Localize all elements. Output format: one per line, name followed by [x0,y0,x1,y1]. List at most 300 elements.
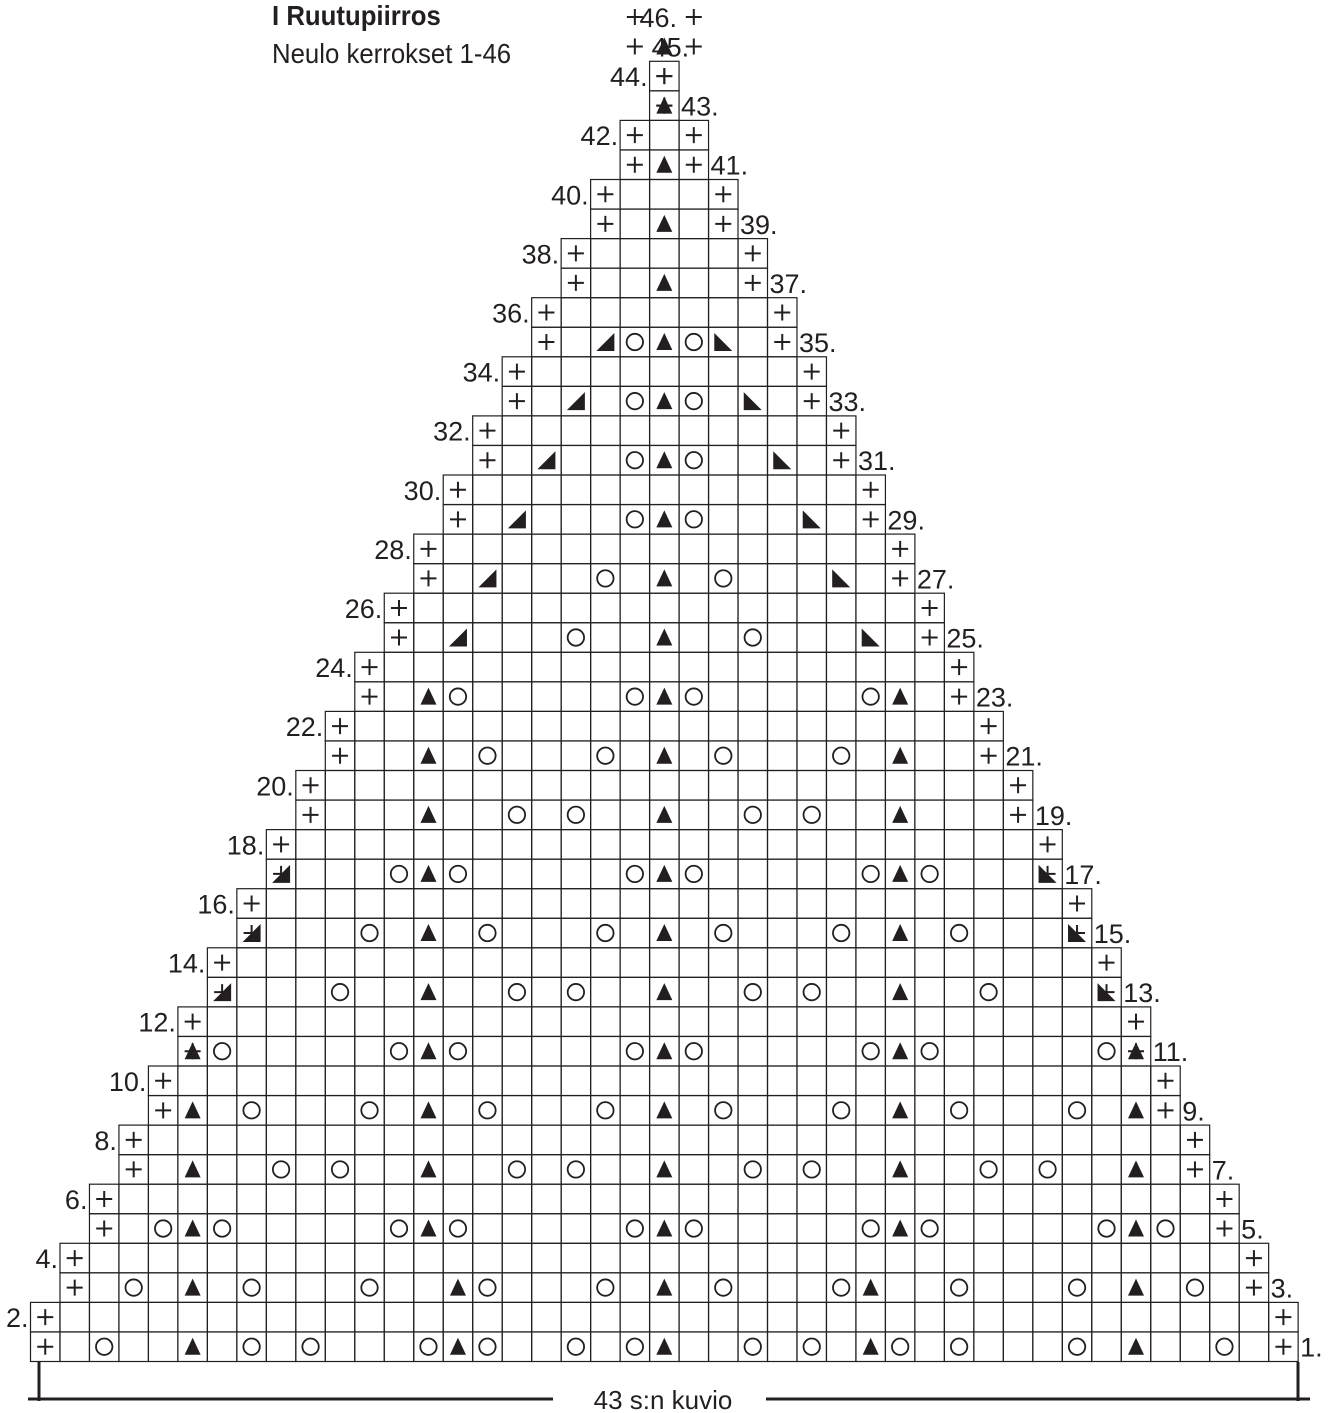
chart-cell [797,800,826,830]
edge-stitch-plus-icon [244,895,260,911]
chart-cell [207,1184,236,1214]
chart-cell [944,1036,973,1066]
chart-cell [591,593,620,623]
chart-cell [1003,1302,1032,1332]
chart-cell [679,1184,708,1214]
chart-cell [414,1243,443,1273]
chart-cell [207,1007,236,1037]
chart-cell [532,859,561,889]
right-decrease-triangle-icon [773,451,791,469]
chart-cell [1062,977,1091,1007]
chart-cell [384,652,413,682]
chart-cell [679,1066,708,1096]
chart-cell [325,977,354,1007]
chart-cell [443,1243,472,1273]
yarn-over-circle-icon [332,1161,348,1177]
chart-cell [532,1214,561,1244]
chart-cell [89,1302,118,1332]
edge-stitch-plus-icon [981,718,997,734]
chart-cell [797,1125,826,1155]
chart-cell [296,918,325,948]
yarn-over-circle-icon [627,511,643,527]
chart-cell [738,1007,767,1037]
double-decrease-triangle-icon [656,865,672,882]
chart-cell [650,534,679,564]
chart-cell [561,1243,590,1273]
chart-cell [856,652,885,682]
chart-cell [384,1007,413,1037]
yarn-over-circle-icon [715,1279,731,1295]
yarn-over-circle-icon [332,984,348,1000]
chart-cell [856,1155,885,1185]
chart-cell [915,977,944,1007]
chart-cell [473,859,502,889]
chart-cell [709,771,738,801]
row-label: 2. [5,1303,29,1334]
chart-cell [1003,830,1032,860]
chart-cell [856,564,885,594]
chart-cell [561,977,590,1007]
chart-cell [1121,1125,1150,1155]
chart-cell [148,1214,177,1244]
chart-cell [561,1273,590,1303]
yarn-over-circle-icon [833,1102,849,1118]
chart-cell [325,1007,354,1037]
chart-cell [207,1214,236,1244]
edge-stitch-plus-icon [715,186,731,202]
chart-cell [974,918,1003,948]
double-decrease-triangle-icon [1128,1338,1144,1355]
chart-cell [856,800,885,830]
chart-cell [1151,1302,1180,1332]
row-label: 34. [462,357,501,388]
chart-cell [384,889,413,919]
chart-cell [384,1243,413,1273]
edge-stitch-plus-icon [67,1250,83,1266]
chart-cell [266,1273,295,1303]
chart-cell [709,239,738,269]
chart-cell [561,859,590,889]
chart-cell [620,475,649,505]
chart-cell [768,948,797,978]
chart-cell [620,564,649,594]
chart-cell [797,1036,826,1066]
chart-cell [148,1302,177,1332]
chart-cell [532,1243,561,1273]
double-decrease-triangle-icon [656,747,672,764]
double-decrease-triangle-icon [656,1042,672,1059]
yarn-over-circle-icon [686,1043,702,1059]
edge-stitch-plus-icon [627,157,643,173]
yarn-over-circle-icon [627,866,643,882]
yarn-over-circle-icon [420,1339,436,1355]
double-decrease-triangle-icon [656,983,672,1000]
chart-cell [856,830,885,860]
chart-cell [709,830,738,860]
chart-cell [591,239,620,269]
chart-cell [944,1302,973,1332]
chart-cell [591,652,620,682]
chart-cell [738,593,767,623]
chart-cell [473,1332,502,1362]
chart-cell [679,593,708,623]
chart-cell [502,1302,531,1332]
double-decrease-triangle-icon [656,1220,672,1237]
edge-stitch-plus-icon [568,245,584,261]
chart-cell [355,830,384,860]
edge-stitch-plus-icon [804,393,820,409]
chart-cell [738,771,767,801]
chart-cell [325,859,354,889]
double-decrease-triangle-icon [656,569,672,586]
chart-cell [915,1243,944,1273]
chart-cell [620,298,649,328]
chart-cell [561,1214,590,1244]
yarn-over-circle-icon [361,1102,377,1118]
double-decrease-triangle-icon [185,1160,201,1177]
chart-cell [1239,1302,1268,1332]
chart-cell [355,1125,384,1155]
chart-cell [266,1007,295,1037]
chart-cell [532,357,561,387]
chart-cell [502,1273,531,1303]
chart-cell [207,1302,236,1332]
chart-cell [679,948,708,978]
yarn-over-circle-icon [361,1279,377,1295]
chart-cell [443,593,472,623]
chart-cell [1003,948,1032,978]
chart-cell [266,1066,295,1096]
chart-cell [414,593,443,623]
row-label: 15. [1093,919,1132,950]
chart-cell [119,1214,148,1244]
chart-cell [414,652,443,682]
chart-cell [1062,1125,1091,1155]
row-label: 27. [916,564,955,595]
row-label: 6. [64,1184,88,1215]
chart-cell [885,593,914,623]
chart-cell [768,534,797,564]
row-label: 26. [344,593,383,624]
chart-cell [502,564,531,594]
chart-cell [561,948,590,978]
chart-cell [915,652,944,682]
chart-cell [296,977,325,1007]
double-decrease-triangle-icon [420,1220,436,1237]
chart-cell [826,741,855,771]
chart-cell [591,741,620,771]
edge-stitch-plus-icon [362,659,378,675]
chart-cell [591,800,620,830]
chart-cell [944,711,973,741]
edge-stitch-plus-icon [951,659,967,675]
chart-cell [1033,1273,1062,1303]
chart-cell [709,386,738,416]
chart-cell [473,682,502,712]
yarn-over-circle-icon [921,1220,937,1236]
chart-cell [620,1096,649,1126]
chart-cell [532,889,561,919]
chart-cell [679,1155,708,1185]
chart-cell [797,1273,826,1303]
chart-cell [296,948,325,978]
chart-cell [679,1302,708,1332]
chart-cell [178,1302,207,1332]
chart-cell [1180,1273,1209,1303]
chart-cell [856,918,885,948]
chart-cell [620,1007,649,1037]
chart-cell [473,1096,502,1126]
chart-cell [856,771,885,801]
chart-cell [561,475,590,505]
chart-cell [237,1184,266,1214]
chart-cell [797,593,826,623]
chart-cell [325,1214,354,1244]
chart-cell [325,889,354,919]
chart-cell [1033,1214,1062,1244]
chart-cell [620,948,649,978]
double-decrease-triangle-icon [656,1160,672,1177]
chart-cell [620,800,649,830]
chart-cell [561,1155,590,1185]
chart-cell [502,505,531,535]
chart-cell [856,977,885,1007]
chart-cell [1151,1125,1180,1155]
right-decrease-triangle-icon [832,569,850,587]
row-label: 40. [551,180,589,211]
yarn-over-circle-icon [921,1043,937,1059]
yarn-over-circle-icon [597,570,613,586]
double-decrease-triangle-icon [1128,1279,1144,1296]
chart-cell [768,1036,797,1066]
chart-cell [650,239,679,269]
chart-cell [1033,1184,1062,1214]
yarn-over-circle-icon [243,1102,259,1118]
chart-cell [709,1273,738,1303]
chart-cell [591,1243,620,1273]
chart-cell [679,268,708,298]
chart-cell [591,475,620,505]
chart-cell [709,475,738,505]
chart-cell [296,1243,325,1273]
chart-cell [1033,1007,1062,1037]
double-decrease-triangle-icon [420,1160,436,1177]
double-decrease-triangle-icon [450,1279,466,1296]
chart-cell [532,623,561,653]
chart-cell [797,1243,826,1273]
chart-cell [443,1214,472,1244]
chart-cell [502,652,531,682]
chart-cell [237,1007,266,1037]
chart-cell [1003,1214,1032,1244]
yarn-over-circle-icon [627,393,643,409]
chart-cell [561,593,590,623]
chart-cell [502,416,531,446]
chart-cell [384,1302,413,1332]
chart-cell [768,623,797,653]
chart-cell [532,445,561,475]
chart-cell [384,948,413,978]
double-decrease-triangle-icon [892,1101,908,1118]
chart-cell [650,830,679,860]
chart-cell [974,1036,1003,1066]
chart-cell [443,1036,472,1066]
chart-cell [502,445,531,475]
yarn-over-circle-icon [686,688,702,704]
double-decrease-triangle-icon [892,1042,908,1059]
chart-cell [826,1125,855,1155]
edge-stitch-plus-icon [67,1280,83,1296]
pattern-width-label: 43 s:n kuvio [593,1385,733,1413]
chart-cell [856,859,885,889]
double-decrease-triangle-icon [892,806,908,823]
chart-cell [443,682,472,712]
chart-cell [502,1243,531,1273]
chart-cell [561,1096,590,1126]
chart-cell [620,830,649,860]
edge-stitch-plus-icon [715,216,731,232]
chart-cell [974,1302,1003,1332]
yarn-over-circle-icon [862,1220,878,1236]
chart-cell [885,771,914,801]
chart-cell [885,623,914,653]
chart-cell [679,859,708,889]
double-decrease-triangle-icon [185,1101,201,1118]
row-label: 37. [769,268,808,299]
chart-cell [797,918,826,948]
edge-stitch-plus-icon [1040,836,1056,852]
chart-cell [591,445,620,475]
chart-cell [797,948,826,978]
chart-cell [738,1125,767,1155]
chart-cell [650,593,679,623]
chart-cell [502,741,531,771]
chart-cell [443,859,472,889]
chart-cell [709,682,738,712]
edge-stitch-plus-icon [37,1309,53,1325]
yarn-over-circle-icon [568,629,584,645]
double-decrease-triangle-icon [656,1101,672,1118]
chart-cell [502,889,531,919]
edge-stitch-plus-icon [538,304,554,320]
row-label: 11. [1152,1037,1189,1068]
yarn-over-circle-icon [921,866,937,882]
chart-cell [856,534,885,564]
chart-cell [296,1273,325,1303]
chart-cell [1210,1332,1239,1362]
edge-stitch-plus-icon [185,1014,201,1030]
chart-cell [1121,1066,1150,1096]
chart-cell [1003,1155,1032,1185]
yarn-over-circle-icon [479,1279,495,1295]
chart-cell [679,1125,708,1155]
double-decrease-triangle-icon [892,865,908,882]
edge-stitch-plus-icon [37,1339,53,1355]
chart-cell [561,741,590,771]
chart-cell [974,889,1003,919]
chart-cell [620,889,649,919]
chart-cell [620,416,649,446]
chart-cell [561,1125,590,1155]
chart-cell [738,445,767,475]
chart-cell [1092,1332,1121,1362]
chart-cell [591,268,620,298]
chart-cell [502,1125,531,1155]
chart-cell [826,1096,855,1126]
chart-cell [620,180,649,210]
chart-cell [679,889,708,919]
chart-cell [679,1214,708,1244]
chart-cell [738,357,767,387]
chart-cell [325,1155,354,1185]
chart-cell [1003,1243,1032,1273]
chart-cell [768,1243,797,1273]
chart-cell [709,534,738,564]
chart-cell [709,1155,738,1185]
yarn-over-circle-icon [627,1339,643,1355]
chart-cell [1151,1214,1180,1244]
chart-cell [502,1155,531,1185]
row-label: 46. [639,2,678,33]
chart-cell [620,1184,649,1214]
double-decrease-triangle-icon [656,215,672,232]
chart-cell [384,830,413,860]
yarn-over-circle-icon [479,925,495,941]
row-label: 35. [798,328,837,359]
yarn-over-circle-icon [479,1102,495,1118]
chart-cell [591,771,620,801]
chart-cell [738,948,767,978]
chart-cell [325,1096,354,1126]
yarn-over-circle-icon [509,807,525,823]
edge-stitch-plus-icon [509,364,525,380]
chart-cell [237,1096,266,1126]
chart-cell [266,1184,295,1214]
chart-cell [1180,1184,1209,1214]
chart-cell [1092,1155,1121,1185]
yarn-over-circle-icon [302,1339,318,1355]
chart-cell [443,771,472,801]
chart-cell [826,977,855,1007]
chart-cell [620,1125,649,1155]
chart-cell [237,1273,266,1303]
chart-cell [237,1302,266,1332]
chart-cell [296,889,325,919]
chart-cell [473,652,502,682]
chart-cell [532,1273,561,1303]
chart-cell [473,1036,502,1066]
chart-cell [856,682,885,712]
chart-cell [1062,1332,1091,1362]
chart-cell [414,830,443,860]
chart-cell [797,1214,826,1244]
chart-cell [473,475,502,505]
chart-cell [797,711,826,741]
chart-cell [1180,1243,1209,1273]
edge-stitch-plus-icon [833,452,849,468]
chart-cell [60,1332,89,1362]
yarn-over-circle-icon [273,1161,289,1177]
chart-cell [1033,977,1062,1007]
chart-cell [473,1125,502,1155]
chart-cell [826,800,855,830]
edge-stitch-plus-icon [597,186,613,202]
chart-cell [650,357,679,387]
chart-cell [709,1125,738,1155]
chart-cell [797,1155,826,1185]
chart-cell [443,1125,472,1155]
chart-cell [885,889,914,919]
